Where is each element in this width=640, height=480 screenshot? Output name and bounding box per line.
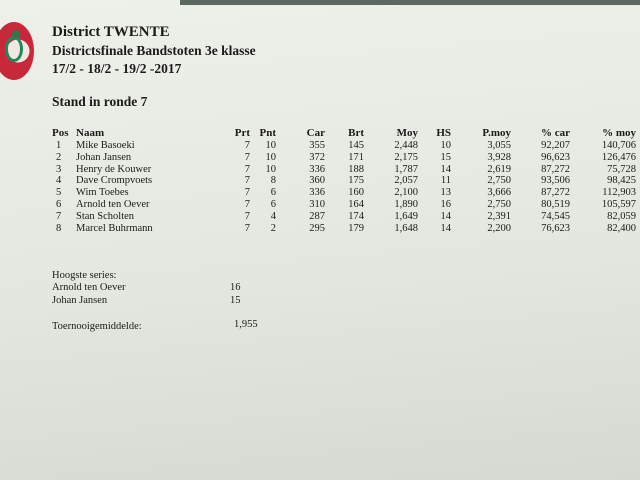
column-header-prt: Prt [234,127,250,139]
table-cell-pct-moy: 105,597 [601,199,636,210]
table-cell-naam: Stan Scholten [76,210,135,222]
column-header-naam: Naam [76,127,105,139]
table-cell-moy: 2,175 [394,151,418,163]
table-cell-pnt: 4 [270,210,276,222]
column-header-pmoy: P.moy [482,127,511,139]
table-cell-pmoy: 2,619 [487,163,511,175]
round-heading: Stand in ronde 7 [52,94,148,109]
table-cell-pmoy: 2,200 [487,222,511,234]
table-cell-pos: 5 [56,187,62,199]
table-cell-naam: Arnold ten Oever [76,199,150,210]
table-cell-pct-car: 96,623 [541,151,570,163]
table-cell-pct-car: 93,506 [541,175,570,187]
table-cell-pct-car: 92,207 [541,140,570,151]
table-cell-car: 355 [309,140,325,151]
table-cell-moy: 1,648 [394,222,418,234]
table-cell-prt: 7 [244,175,250,187]
tournament-average-label: Toernooigemiddelde: [52,321,142,332]
table-cell-car: 336 [309,187,325,199]
table-cell-moy: 1,890 [394,199,418,210]
table-cell-naam: Wim Toebes [76,187,129,199]
table-cell-pct-moy: 112,903 [602,187,636,199]
column-header-moy: Moy [396,127,418,139]
table-cell-hs: 14 [440,222,451,234]
table-cell-pnt: 8 [270,175,276,187]
table-cell-pmoy: 2,750 [487,175,511,187]
district-logo [0,22,34,80]
table-cell-prt: 7 [244,163,250,175]
table-cell-car: 372 [309,151,325,163]
table-cell-brt: 171 [348,151,364,163]
table-cell-hs: 14 [440,210,451,222]
column-header-pct-moy: % moy [602,127,636,139]
table-cell-prt: 7 [244,187,250,199]
table-cell-pct-car: 87,272 [541,163,570,175]
table-cell-pnt: 10 [265,140,276,151]
table-cell-pnt: 6 [270,187,276,199]
column-header-brt: Brt [348,127,364,139]
table-cell-pmoy: 3,055 [487,140,511,151]
table-cell-pos: 3 [56,163,62,175]
table-cell-naam: Mike Basoeki [76,140,135,151]
top-edge [180,0,640,5]
table-cell-pct-moy: 140,706 [601,140,636,151]
tournament-average-value: 1,955 [234,319,258,330]
column-header-pct-car: % car [540,127,570,139]
table-cell-hs: 10 [440,140,451,151]
table-cell-pct-car: 74,545 [541,210,570,222]
table-cell-brt: 160 [348,187,364,199]
table-cell-car: 336 [309,163,325,175]
column-header-hs: HS [436,127,451,139]
table-cell-naam: Henry de Kouwer [76,163,152,175]
highest-series-value-1: 16 [230,282,241,293]
table-cell-hs: 15 [440,151,451,163]
table-cell-brt: 188 [348,163,364,175]
table-cell-pct-moy: 82,400 [607,222,636,234]
table-cell-pos: 8 [56,222,62,234]
table-cell-moy: 1,787 [394,163,418,175]
table-cell-naam: Johan Jansen [76,151,132,163]
table-cell-naam: Dave Crompvoets [76,175,153,187]
table-cell-prt: 7 [244,199,250,210]
logo-ball-icon [12,30,20,38]
column-header-car: Car [306,127,325,139]
table-cell-pct-car: 87,272 [541,187,570,199]
table-cell-pmoy: 2,750 [487,199,511,210]
document-subtitle: Districtsfinale Bandstoten 3e klasse [52,43,256,58]
table-cell-pos: 6 [56,199,62,210]
document-title: District TWENTE [52,24,170,40]
highest-series-name-2: Johan Jansen [52,295,108,306]
table-cell-pct-moy: 82,059 [607,210,636,222]
table-cell-car: 287 [309,210,325,222]
table-cell-prt: 7 [244,210,250,222]
highest-series-label: Hoogste series: [52,270,117,281]
table-cell-moy: 2,057 [394,175,418,187]
logo-ring-icon [5,36,23,62]
table-cell-naam: Marcel Buhrmann [76,222,153,234]
table-cell-prt: 7 [244,222,250,234]
table-cell-moy: 1,649 [394,210,418,222]
table-cell-car: 360 [309,175,325,187]
table-cell-pct-moy: 126,476 [601,151,636,163]
table-cell-brt: 145 [348,140,364,151]
table-cell-pnt: 10 [265,151,276,163]
table-cell-prt: 7 [244,151,250,163]
table-cell-prt: 7 [244,140,250,151]
table-cell-pct-car: 80,519 [541,199,570,210]
tournament-dates: 17/2 - 18/2 - 19/2 -2017 [52,61,182,76]
column-header-pos: Pos [52,127,69,139]
table-cell-pos: 4 [56,175,62,187]
table-cell-pnt: 6 [270,199,276,210]
table-cell-pnt: 10 [265,163,276,175]
table-cell-car: 295 [309,222,325,234]
highest-series-name-1: Arnold ten Oever [52,282,126,293]
table-cell-pos: 1 [56,140,62,151]
table-cell-hs: 14 [440,163,451,175]
table-cell-pmoy: 3,928 [487,151,511,163]
table-cell-pmoy: 2,391 [487,210,511,222]
table-cell-pct-moy: 98,425 [607,175,636,187]
table-cell-pos: 7 [56,210,62,222]
table-cell-hs: 16 [440,199,451,210]
table-cell-pmoy: 3,666 [487,187,511,199]
table-cell-brt: 164 [348,199,364,210]
table-cell-pct-car: 76,623 [541,222,570,234]
table-cell-brt: 174 [348,210,364,222]
table-cell-hs: 13 [440,187,451,199]
table-cell-hs: 11 [440,175,451,187]
table-cell-car: 310 [309,199,325,210]
table-cell-moy: 2,448 [394,140,418,151]
column-header-pnt: Pnt [259,127,276,139]
table-cell-pct-moy: 75,728 [607,163,636,175]
table-cell-moy: 2,100 [394,187,418,199]
highest-series-value-2: 15 [230,295,241,306]
table-cell-pos: 2 [56,151,62,163]
table-cell-brt: 175 [348,175,364,187]
table-cell-brt: 179 [348,222,364,234]
table-cell-pnt: 2 [270,222,276,234]
